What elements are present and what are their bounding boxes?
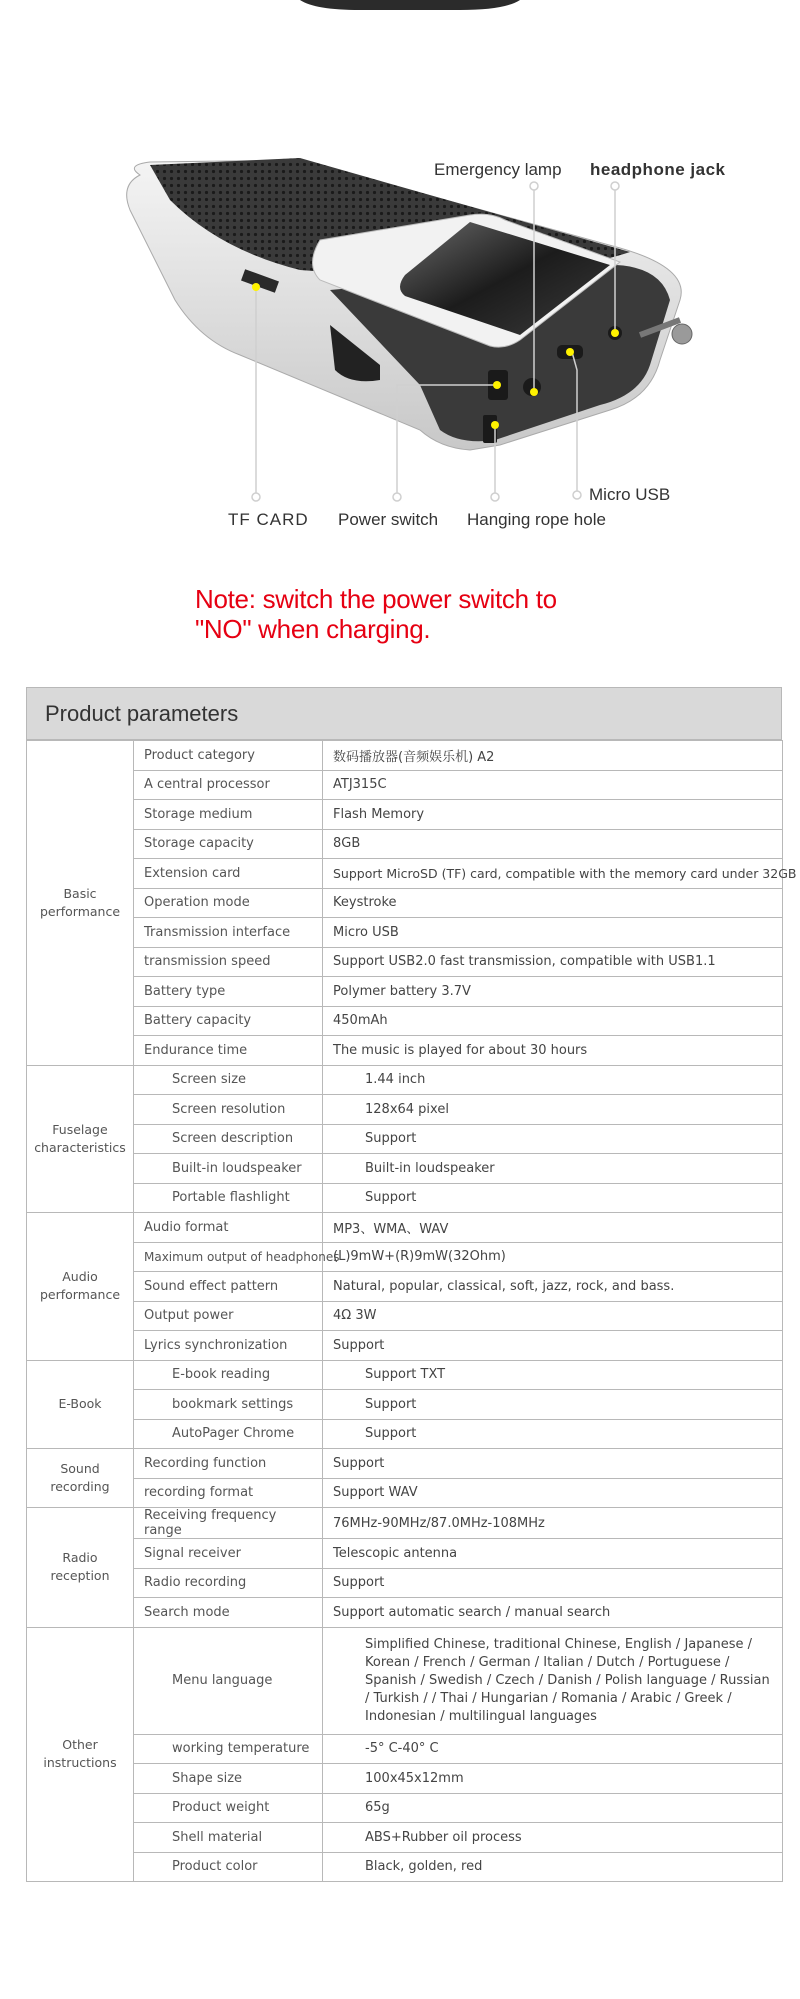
param-name: Output power: [134, 1301, 323, 1331]
table-row: [27, 1627, 783, 1734]
group-label-line: Sound: [60, 1461, 100, 1476]
table-row: [27, 1419, 783, 1449]
device-illustration: [0, 0, 800, 560]
param-name: bookmark settings: [134, 1390, 323, 1420]
table-row: [27, 1154, 783, 1184]
param-value: Support: [323, 1419, 783, 1449]
callout-power-switch: Power switch: [338, 510, 439, 529]
param-name: Screen resolution: [134, 1095, 323, 1125]
callout-micro-usb: Micro USB: [589, 485, 671, 504]
table-row: [27, 1095, 783, 1125]
param-value: Support TXT: [323, 1360, 783, 1390]
param-value: Support: [323, 1183, 783, 1213]
param-value: 100x45x12mm: [323, 1764, 783, 1794]
charging-note: [195, 584, 557, 644]
group-label: [27, 1360, 134, 1449]
table-row: [27, 1360, 783, 1390]
param-value: Simplified Chinese, traditional Chinese, English / Japanese / Korean / French / German / Italian / Dutch / Portuguese / Spanish / Swedish / Czech / Danish / Polish language / Russian / Turkish / / Thai / Hungarian / Romania / Arabic / Greek / Indonesian / multilingual languages: [323, 1627, 783, 1734]
table-row: [27, 977, 783, 1007]
param-name: E-book reading: [134, 1360, 323, 1390]
param-value: Support: [323, 1449, 783, 1479]
product-parameters: [26, 687, 797, 1882]
param-name: Screen description: [134, 1124, 323, 1154]
table-row: [27, 770, 783, 800]
table-row: [27, 947, 783, 977]
param-name: AutoPager Chrome: [134, 1419, 323, 1449]
param-value: Flash Memory: [323, 800, 783, 830]
param-name: recording format: [134, 1478, 323, 1508]
param-name: Storage capacity: [134, 829, 323, 859]
param-name: Extension card: [134, 859, 323, 889]
table-row: [27, 741, 783, 771]
param-name: Storage medium: [134, 800, 323, 830]
callout-emergency-lamp: Emergency lamp: [434, 160, 562, 179]
param-name: Portable flashlight: [134, 1183, 323, 1213]
table-row: [27, 1213, 783, 1243]
param-name: Lyrics synchronization: [134, 1331, 323, 1361]
group-label: [27, 1627, 134, 1882]
param-value: 8GB: [323, 829, 783, 859]
param-value: Polymer battery 3.7V: [323, 977, 783, 1007]
param-name: Menu language: [134, 1627, 323, 1734]
param-name: Product weight: [134, 1793, 323, 1823]
table-row: [27, 1006, 783, 1036]
param-value: Micro USB: [323, 918, 783, 948]
param-value: ABS+Rubber oil process: [323, 1823, 783, 1853]
param-value: Support: [323, 1390, 783, 1420]
table-row: [27, 1449, 783, 1479]
group-label-line: recording: [50, 1479, 110, 1494]
table-row: [27, 1568, 783, 1598]
table-row: [27, 1301, 783, 1331]
param-value: (L)9mW+(R)9mW(32Ohm): [323, 1242, 783, 1272]
table-row: [27, 1508, 783, 1539]
table-row: [27, 1734, 783, 1764]
table-row: [27, 1793, 783, 1823]
param-name: Product category: [134, 741, 323, 771]
table-row: [27, 800, 783, 830]
param-value: Support USB2.0 fast transmission, compatible with USB1.1: [323, 947, 783, 977]
table-row: [27, 1272, 783, 1302]
table-row: [27, 1036, 783, 1066]
param-name: Battery type: [134, 977, 323, 1007]
param-value: 128x64 pixel: [323, 1095, 783, 1125]
param-name: Transmission interface: [134, 918, 323, 948]
table-row: [27, 1852, 783, 1882]
group-label-line: performance: [39, 903, 121, 919]
table-row: [27, 888, 783, 918]
param-name: Audio format: [134, 1213, 323, 1243]
param-name: Product color: [134, 1852, 323, 1882]
param-name: Shell material: [134, 1823, 323, 1853]
table-row: [27, 1390, 783, 1420]
callout-tf-card: TF CARD: [228, 510, 309, 529]
group-label-line: Radio reception: [50, 1550, 110, 1584]
param-value: 数码播放器(音频娱乐机) A2: [323, 741, 783, 771]
param-value: Natural, popular, classical, soft, jazz, rock, and bass.: [323, 1272, 783, 1302]
param-name: working temperature: [134, 1734, 323, 1764]
param-value: ATJ315C: [323, 770, 783, 800]
param-name: transmission speed: [134, 947, 323, 977]
group-label-line: Other: [62, 1737, 98, 1753]
param-value: Keystroke: [323, 888, 783, 918]
table-row: [27, 1823, 783, 1853]
param-name: Battery capacity: [134, 1006, 323, 1036]
table-row: [27, 1764, 783, 1794]
table-row: [27, 1598, 783, 1628]
table-row: [27, 918, 783, 948]
param-value: The music is played for about 30 hours: [323, 1036, 783, 1066]
table-row: [27, 1183, 783, 1213]
param-value: 65g: [323, 1793, 783, 1823]
table-row: [27, 1242, 783, 1272]
group-label-line: performance: [39, 1287, 121, 1303]
table-row: [27, 1539, 783, 1569]
param-value: Telescopic antenna: [323, 1539, 783, 1569]
param-value: Black, golden, red: [323, 1852, 783, 1882]
param-value: 1.44 inch: [323, 1065, 783, 1095]
group-label-line: Basic: [63, 885, 97, 901]
group-label: [27, 1065, 134, 1213]
param-name: Shape size: [134, 1764, 323, 1794]
group-label-line: E-Book: [58, 1396, 102, 1412]
group-label-line: Audio: [62, 1269, 98, 1285]
param-value: Support: [323, 1124, 783, 1154]
param-name: Sound effect pattern: [134, 1272, 323, 1302]
music-player-image: [0, 0, 800, 560]
param-value: Built-in loudspeaker: [323, 1154, 783, 1184]
param-value: Support WAV: [323, 1478, 783, 1508]
param-name: Signal receiver: [134, 1539, 323, 1569]
group-label: [27, 741, 134, 1066]
param-value: Support: [323, 1568, 783, 1598]
table-row: [27, 859, 783, 889]
group-label: [27, 1508, 134, 1628]
param-value: Support MicroSD (TF) card, compatible with the memory card under 32GB: [323, 859, 783, 889]
param-name: Endurance time: [134, 1036, 323, 1066]
table-row: [27, 1331, 783, 1361]
param-name: A central processor: [134, 770, 323, 800]
param-value: MP3、WMA、WAV: [323, 1213, 783, 1243]
group-label: [27, 1449, 134, 1508]
param-value: 76MHz-90MHz/87.0MHz-108MHz: [323, 1508, 783, 1539]
param-value: -5° C-40° C: [323, 1734, 783, 1764]
param-value: 4Ω 3W: [323, 1301, 783, 1331]
table-row: [27, 1065, 783, 1095]
param-name: Built-in loudspeaker: [134, 1154, 323, 1184]
param-name: Search mode: [134, 1598, 323, 1628]
param-name: Maximum output of headphones: [134, 1242, 323, 1272]
param-name: Screen size: [134, 1065, 323, 1095]
parameters-title: Product parameters: [26, 687, 782, 740]
parameters-table: [26, 740, 797, 1882]
param-name: Receiving frequency range: [134, 1508, 323, 1539]
group-label-line: instructions: [43, 1755, 117, 1771]
callout-hanging-rope-hole: Hanging rope hole: [467, 510, 606, 529]
charging-note-line1: Note: switch the power switch to: [195, 584, 557, 614]
callout-headphone-jack: headphone jack: [590, 160, 726, 179]
group-label-line: Fuselage: [52, 1121, 108, 1137]
param-name: Radio recording: [134, 1568, 323, 1598]
param-value: Support: [323, 1331, 783, 1361]
group-label: [27, 1213, 134, 1361]
table-row: [27, 1478, 783, 1508]
param-value: Support automatic search / manual search: [323, 1598, 783, 1628]
table-row: [27, 1124, 783, 1154]
param-value: 450mAh: [323, 1006, 783, 1036]
table-row: [27, 829, 783, 859]
param-name: Recording function: [134, 1449, 323, 1479]
group-label-line: characteristics: [34, 1139, 126, 1155]
param-name: Operation mode: [134, 888, 323, 918]
charging-note-line2: "NO" when charging.: [195, 614, 431, 644]
